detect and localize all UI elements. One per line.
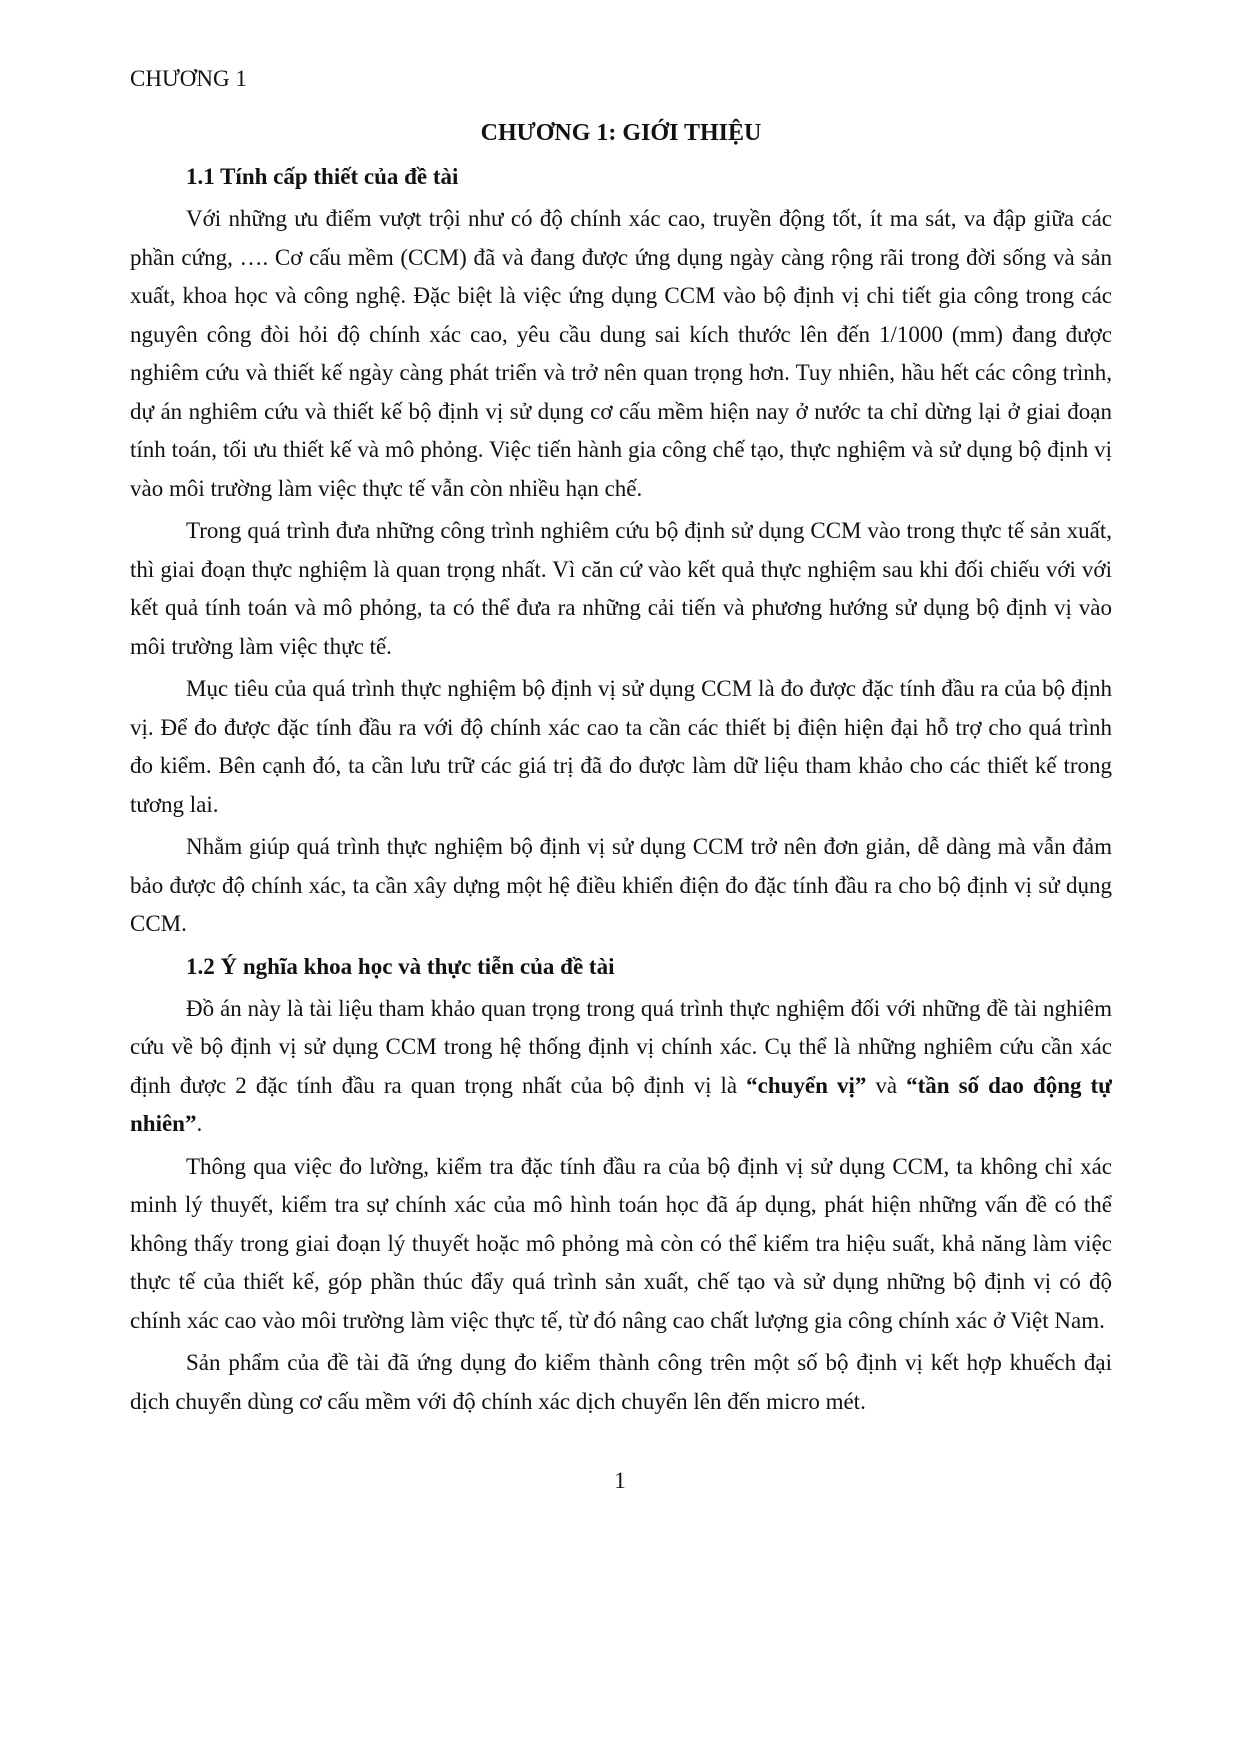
section2-paragraph-3: Sản phẩm của đề tài đã ứng dụng đo kiểm thành công trên một số bộ định vị kết hợp khuếch đại dịch chuyển dùng cơ cấu mềm với độ chính xác dịch chuyển lên đến micro mét.	[130, 1350, 1112, 1414]
section2-paragraph-1	[130, 990, 1112, 1144]
paragraph-text: Đồ án này là tài liệu tham khảo quan trọng trong quá trình thực nghiệm đối với những đề tài nghiêm cứu về bộ định vị sử dụng CCM trong hệ thống định vị chính xác. Cụ thể là những nghiêm cứu cần xác định được 2 đặc tính đầu ra quan trọng nhất của bộ định vị là	[130, 995, 1112, 1098]
chapter-title: CHƯƠNG 1: GIỚI THIỆU	[480, 120, 762, 146]
paragraph-text: .	[196, 1111, 203, 1136]
paragraph-text: và	[866, 1072, 907, 1098]
section1-paragraph-1: Với những ưu điểm vượt trội như có độ chính xác cao, truyền động tốt, ít ma sát, va đập giữa các phần cứng, …. Cơ cấu mềm (CCM) đã và đang được ứng dụng ngày càng rộng rãi trong đời sống và sản xuất, khoa học và công nghệ. Đặc biệt là việc ứng dụng CCM vào bộ định vị chi tiết gia công trong các nguyên công đòi hỏi độ chính xác cao, yêu cầu dung sai kích thước lên đến 1/1000 (mm) đang được nghiêm cứu và thiết kế ngày càng phát triển và trở nên quan trọng hơn. Tuy nhiên, hầu hết các công trình, dự án nghiêm cứu và thiết kế bộ định vị sử dụng cơ cấu mềm hiện nay ở nước ta chỉ dừng lại ở giai đoạn tính toán, tối ưu thiết kế và mô phỏng. Việc tiến hành gia công chế tạo, thực nghiệm và sử dụng bộ định vị vào môi trường làm việc thực tế vẫn còn nhiều hạn chế.	[130, 206, 1112, 501]
bold-term-tan-so-dao-dong: “tần số dao động tự nhiên”	[130, 1072, 1112, 1136]
bold-term-chuyen-vi: “chuyển vị”	[746, 1072, 867, 1098]
section2-paragraph-2: Thông qua việc đo lường, kiểm tra đặc tính đầu ra của bộ định vị sử dụng CCM, ta không chỉ xác minh lý thuyết, kiểm tra sự chính xác của mô hình toán học đã áp dụng, phát hiện những vấn đề có thể không thấy trong giai đoạn lý thuyết hoặc mô phỏng mà còn có thể kiểm tra hiệu suất, khả năng làm việc thực tế của thiết kế, góp phần thúc đẩy quá trình sản xuất, chế tạo và sử dụng những bộ định vị có độ chính xác cao vào môi trường làm việc thực tế, từ đó nâng cao chất lượng gia công chính xác ở Việt Nam.	[130, 1153, 1112, 1333]
running-header: CHƯƠNG 1	[130, 66, 247, 91]
section1-paragraph-4: Nhằm giúp quá trình thực nghiệm bộ định vị sử dụng CCM trở nên đơn giản, dễ dàng mà vẫn đảm bảo được độ chính xác, ta cần xây dựng một hệ điều khiển điện đo đặc tính đầu ra cho bộ định vị sử dụng CCM.	[130, 834, 1112, 936]
section-heading-1-2: 1.2 Ý nghĩa khoa học và thực tiễn của đề tài	[186, 953, 615, 979]
section1-paragraph-3: Mục tiêu của quá trình thực nghiệm bộ định vị sử dụng CCM là đo được đặc tính đầu ra của bộ định vị. Để đo được đặc tính đầu ra với độ chính xác cao ta cần các thiết bị điện hiện đại hỗ trợ cho quá trình đo kiểm. Bên cạnh đó, ta cần lưu trữ các giá trị đã đo được làm dữ liệu tham khảo cho các thiết kế trong tương lai.	[130, 676, 1112, 817]
page-number: 1	[614, 1468, 626, 1493]
section1-paragraph-2: Trong quá trình đưa những công trình nghiêm cứu bộ định sử dụng CCM vào trong thực tế sản xuất, thì giai đoạn thực nghiệm là quan trọng nhất. Vì căn cứ vào kết quả thực nghiệm sau khi đối chiếu với với kết quả tính toán và mô phỏng, ta có thể đưa ra những cải tiến và phương hướng sử dụng bộ định vị vào môi trường làm việc thực tế.	[130, 518, 1112, 659]
section-heading-1-1: 1.1 Tính cấp thiết của đề tài	[186, 164, 459, 189]
